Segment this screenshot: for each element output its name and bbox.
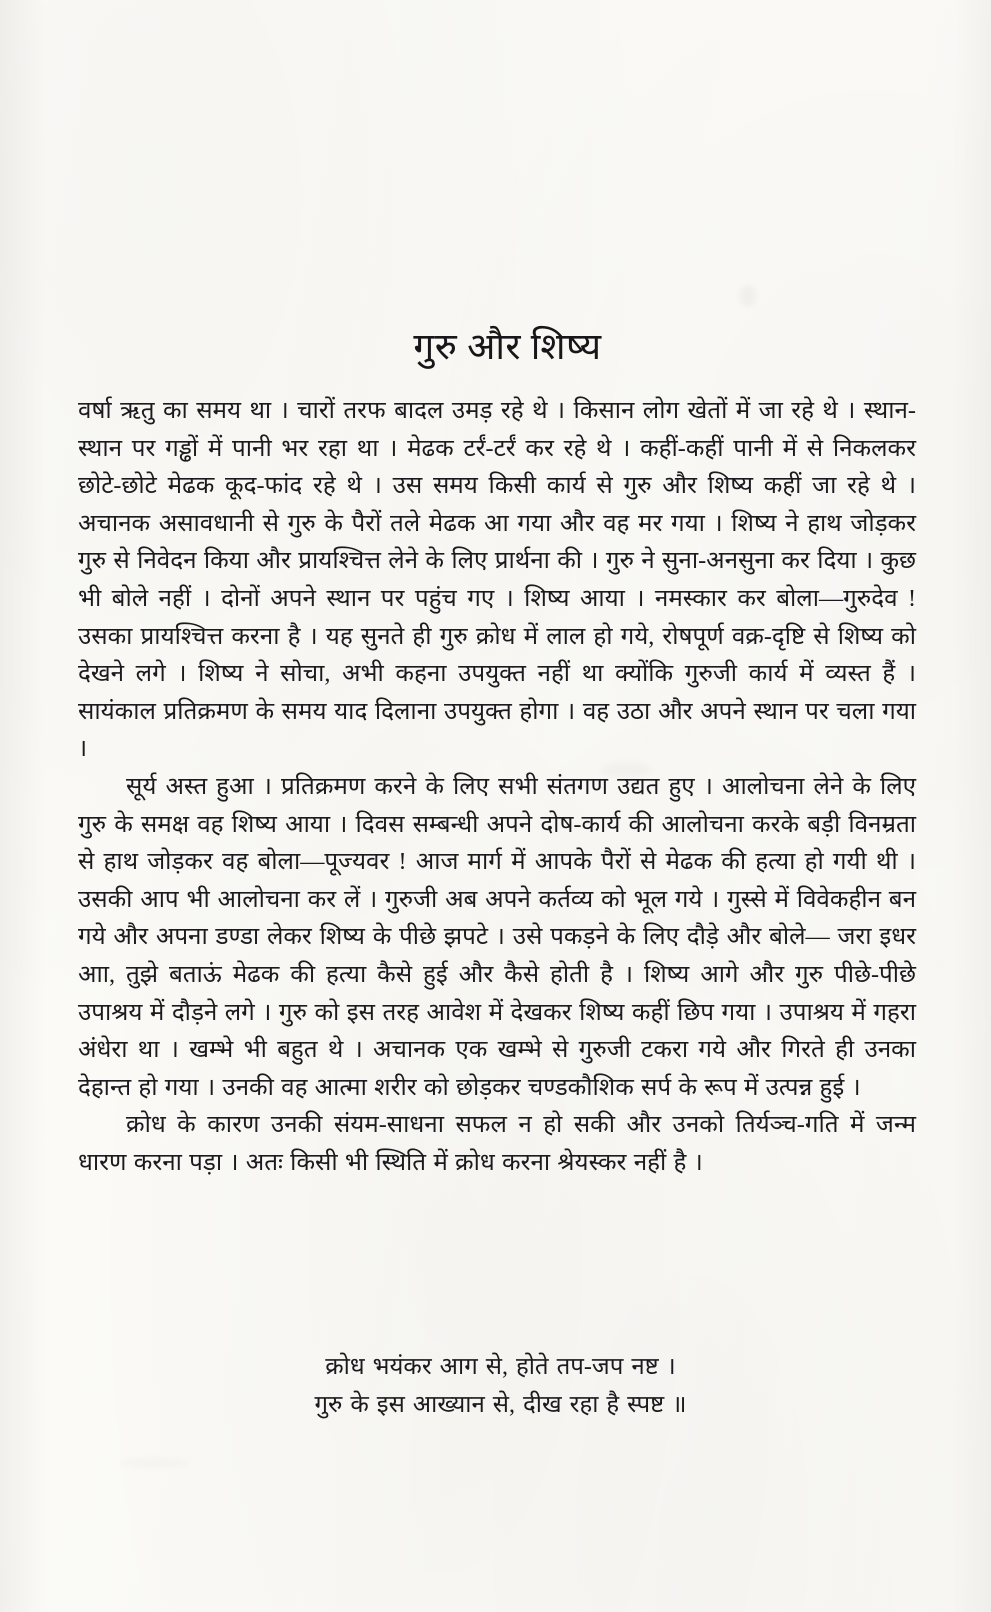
- page-title: गुरु और शिष्य: [413, 326, 602, 368]
- body-text: [78, 392, 916, 1181]
- scan-smudge-bottom: [120, 1458, 190, 1468]
- closing-couplet: [0, 1348, 991, 1424]
- scan-smudge-top: [740, 285, 756, 307]
- paragraph-2: सूर्य अस्त हुआ । प्रतिक्रमण करने के लिए सभी संतगण उद्यत हुए । आलोचना लेने के लिए गुरु के समक्ष वह शिष्य आया । दिवस सम्बन्धी अपने दोष-कार्य की आलोचना करके बड़ी विनम्रता से हाथ जोड़कर वह बोला—पूज्यवर ! आज मार्ग में आपके पैरों से मेढक की हत्या हो गयी थी । उसकी आप भी आलोचना कर लें । गुरुजी अब अपने कर्तव्य को भूल गये । गुस्से में विवेकहीन बन गये और अपना डण्डा लेकर शिष्य के पीछे झपटे । उसे पकड़ने के लिए दौड़े और बोले— जरा इधर आा, तुझे बताऊं मेढक की हत्या कैसे हुई और कैसे होती है । शिष्य आगे और गुरु पीछे-पीछे उपाश्रय में दौड़ने लगे । गुरु को इस तरह आवेश में देखकर शिष्य कहीं छिप गया । उपाश्रय में गहरा अंधेरा था । खम्भे भी बहुत थे । अचानक एक खम्भे से गुरुजी टकरा गये और गिरते ही उनका देहान्त हो गया । उनकी वह आत्मा शरीर को छोड़कर चण्डकौशिक सर्प के रूप में उत्पन्न हुई ।: [78, 772, 916, 1101]
- couplet-line-1: क्रोध भयंकर आग से, होते तप-जप नष्ट ।: [325, 1354, 676, 1380]
- paragraph-1: वर्षा ऋतु का समय था । चारों तरफ बादल उमड़ रहे थे । किसान लोग खेतों में जा रहे थे । स्थान-स्थान पर गड्ढों में पानी भर रहा था । मेढक टर्रं-टर्रं कर रहे थे । कहीं-कहीं पानी में से निकलकर छोटे-छोटे मेढक कूद-फांद रहे थे । उस समय किसी कार्य से गुरु और शिष्य कहीं जा रहे थे । अचानक असावधानी से गुरु के पैरों तले मेढक आ गया और वह मर गया । शिष्य ने हाथ जोड़कर गुरु से निवेदन किया और प्रायश्चित्त लेने के लिए प्रार्थना की । गुरु ने सुना-अनसुना कर दिया । कुछ भी बोले नहीं । दोनों अपने स्थान पर पहुंच गए । शिष्य आया । नमस्कार कर बोला—गुरुदेव ! उसका प्रायश्चित्त करना है । यह सुनते ही गुरु क्रोध में लाल हो गये, रोषपूर्ण वक्र-दृष्टि से शिष्य को देखने लगे । शिष्य ने सोचा, अभी कहना उपयुक्त नहीं था क्योंकि गुरुजी कार्य में व्यस्त हैं । सायंकाल प्रतिक्रमण के समय याद दिलाना उपयुक्त होगा । वह उठा और अपने स्थान पर चला गया ।: [78, 397, 916, 763]
- couplet-line-2: गुरु के इस आख्यान से, दीख रहा है स्पष्ट ॥: [314, 1392, 687, 1418]
- paragraph-3: क्रोध के कारण उनकी संयम-साधना सफल न हो सकी और उनको तिर्यञ्च-गति में जन्म धारण करना पड़ा । अतः किसी भी स्थिति में क्रोध करना श्रेयस्कर नहीं है ।: [78, 1111, 916, 1176]
